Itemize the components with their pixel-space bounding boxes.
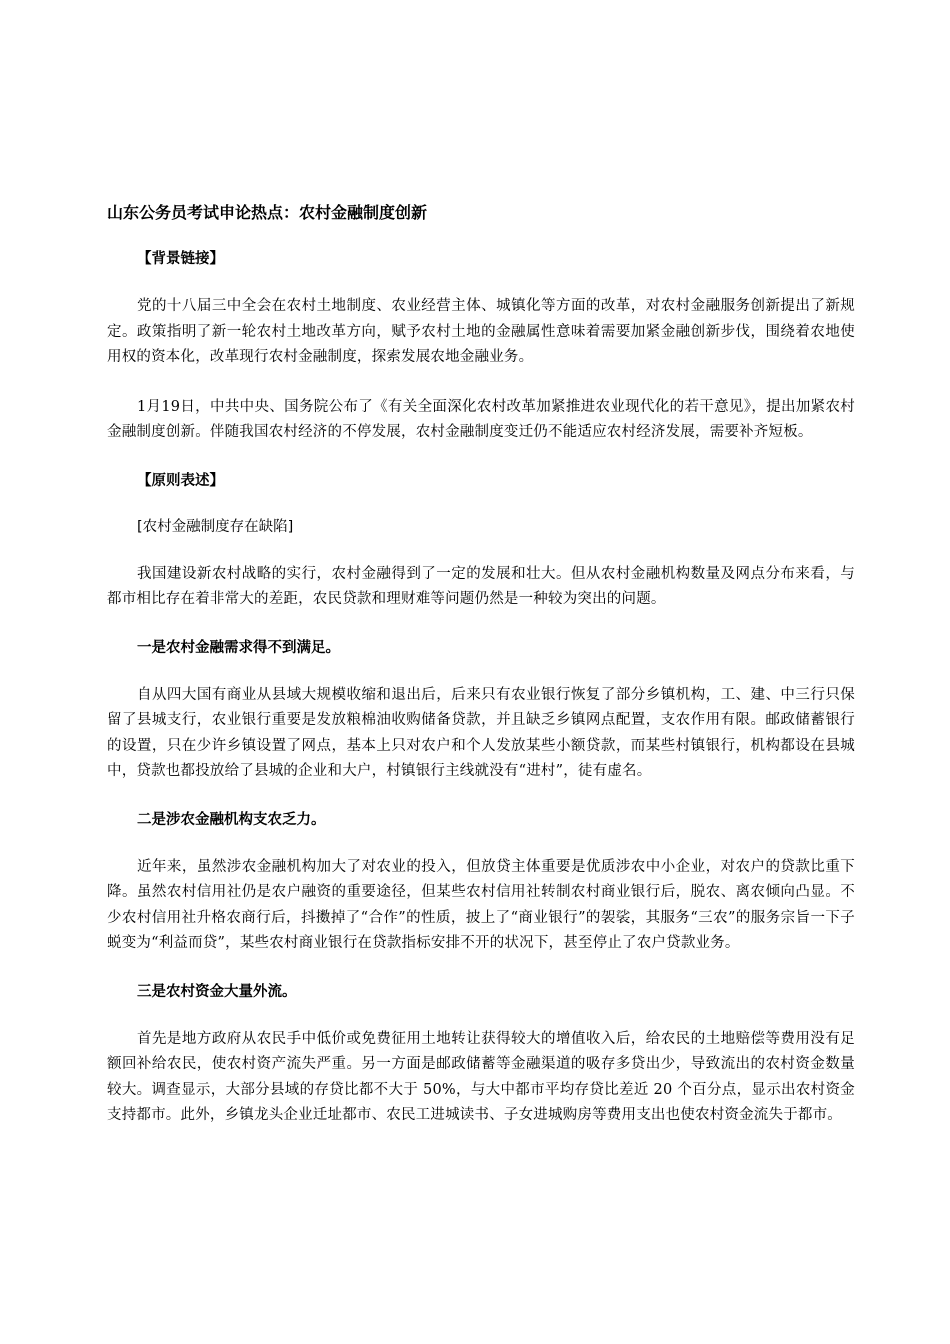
background-heading: 【背景链接】: [137, 251, 224, 267]
point-3-paragraph: 首先是地方政府从农民手中低价或免费征用土地转让获得较大的增值收入后，给农民的土地赔偿等费用没有足额回补给农民，使农村资产流失严重。另一方面是邮政储蓄等金融渠道的吸存多贷出少，导致流出的农村资金数量较大。调查显示，大部分县域的存贷比都不大于 50%，与大中都市平均存贷比差近 20 个百分点，显示出农村资金支持都市。此外，乡镇龙头企业迁址都市、农民工进城读书、子女进城购房等费用支出也使农村资金流失于都市。: [107, 1030, 855, 1123]
defect-paragraph: 我国建设新农村战略的实行，农村金融得到了一定的发展和壮大。但从农村金融机构数量及网点分布来看，与都市相比存在着非常大的差距，农民贷款和理财难等问题仍然是一种较为突出的问题。: [107, 565, 855, 607]
document-title: 山东公务员考试申论热点：农村金融制度创新: [107, 203, 428, 222]
principle-heading: 【原则表述】: [137, 472, 224, 489]
document-body: [107, 202, 855, 1153]
point-2-paragraph: 近年来，虽然涉农金融机构加大了对农业的投入，但放贷主体重要是优质涉农中小企业，对农户的贷款比重下降。虽然农村信用社仍是农户融资的重要途径，但某些农村信用社转制农村商业银行后，脱农、离农倾向凸显。不少农村信用社升格农商行后，抖擞掉了“合作”的性质，披上了“商业银行”的袈裟，其服务“三农”的服务宗旨一下子蜕变为“利益而贷”，某些农村商业银行在贷款指标安排不开的状况下，甚至停止了农户贷款业务。: [107, 858, 855, 951]
background-paragraph-2: 1月19日，中共中央、国务院公布了《有关全面深化农村改革加紧推进农业现代化的若干意见》，提出加紧农村金融制度创新。伴随我国农村经济的不停发展，农村金融制度变迁仍不能适应农村经济发展，需要补齐短板。: [107, 398, 855, 440]
background-paragraph-1: 党的十八届三中全会在农村土地制度、农业经营主体、城镇化等方面的改革，对农村金融服务创新提出了新规定。政策指明了新一轮农村土地改革方向，赋予农村土地的金融属性意味着需要加紧金融创新步伐，围绕着农地使用权的资本化，改革现行农村金融制度，探索发展农地金融业务。: [107, 298, 855, 365]
defect-heading: [农村金融制度存在缺陷]: [137, 518, 294, 535]
point-3-heading: 三是农村资金大量外流。: [137, 983, 297, 1000]
point-1-heading: 一是农村金融需求得不到满足。: [137, 639, 340, 656]
point-1-paragraph: 自从四大国有商业从县域大规模收缩和退出后，后来只有农业银行恢复了部分乡镇机构，工、建、中三行只保留了县城支行，农业银行重要是发放粮棉油收购储备贷款，并且缺乏乡镇网点配置，支农作用有限。邮政储蓄银行的设置，只在少许乡镇设置了网点，基本上只对农户和个人发放某些小额贷款，而某些村镇银行，机构都设在县城中，贷款也都投放给了县城的企业和大户，村镇银行主线就没有“进村”，徒有虚名。: [107, 686, 855, 779]
point-2-heading: 二是涉农金融机构支农乏力。: [137, 811, 326, 828]
